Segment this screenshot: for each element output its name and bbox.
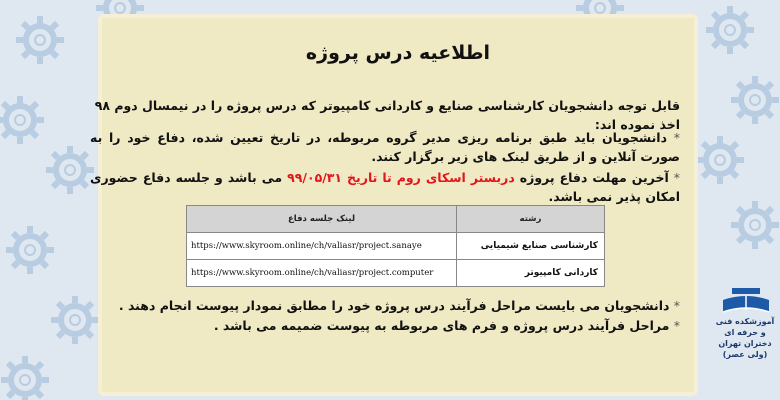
deadline-text-before: آخرین مهلت دفاع پروژه <box>519 170 669 185</box>
bullet-online-defense <box>90 128 680 166</box>
logo-line-1: آموزشکده فنی و حرفه ای <box>715 317 775 337</box>
logo-text <box>712 316 778 360</box>
row-link[interactable]: https://www.skyroom.online/ch/valiasr/project.computer <box>187 260 457 287</box>
bullet-text: دانشجویان باید طبق برنامه ریزی مدیر گروه مربوطه، در تاریخ تعیین شده، دفاع خود را به صورت آنلاین و از طریق لینک های زیر برگزار کنند. <box>90 130 680 164</box>
bullet-star: * <box>673 298 680 313</box>
gear-icon <box>0 96 44 144</box>
defense-links-table <box>186 205 605 287</box>
gear-icon <box>706 6 754 54</box>
row-link[interactable]: https://www.skyroom.online/ch/valiasr/project.sanaye <box>187 233 457 260</box>
bullet-process-chart <box>90 296 680 315</box>
logo-line-2: دختران تهران (ولی عصر) <box>718 339 772 359</box>
gear-icon <box>16 16 64 64</box>
page-title: اطلاعیه درس پروژه <box>305 42 491 64</box>
gear-icon <box>696 136 744 184</box>
gear-icon <box>731 76 779 124</box>
row-major: کارشناسی صنایع شیمیایی <box>457 233 605 260</box>
header-major: رشته <box>457 206 605 233</box>
deadline-text-after: می باشد و جلسه دفاع حضوری امکان پذیر نمی باشد. <box>90 170 680 204</box>
bullet-star: * <box>673 318 680 333</box>
bullet-text: مراحل فرآیند درس پروژه و فرم های مربوطه به پیوست ضمیمه می باشد . <box>213 318 670 333</box>
bullet-star: * <box>673 170 680 185</box>
gear-icon <box>46 146 94 194</box>
gear-icon <box>731 201 779 249</box>
gear-icon <box>1 356 49 400</box>
table-header-row <box>187 206 605 233</box>
header-link: لینک جلسه دفاع <box>187 206 457 233</box>
bullet-deadline <box>90 168 680 206</box>
table-row <box>187 233 605 260</box>
bullet-star: * <box>673 130 680 145</box>
row-major: کاردانی کامپیوتر <box>457 260 605 287</box>
deadline-highlight: دربستر اسکای روم تا تاریخ ۹۹/۰۵/۳۱ <box>287 170 515 185</box>
bullet-text: دانشجویان می بایست مراحل فرآیند درس پروژه خود را مطابق نمودار پیوست انجام دهند . <box>118 298 670 313</box>
intro-text: قابل توجه دانشجویان کارشناسی صنایع و کاردانی کامپیوتر که درس پروژه را در نیمسال دوم ۹۸ اخذ نموده اند: <box>94 98 680 132</box>
gear-icon <box>6 226 54 274</box>
bullet-forms <box>90 316 680 335</box>
table-row <box>187 260 605 287</box>
